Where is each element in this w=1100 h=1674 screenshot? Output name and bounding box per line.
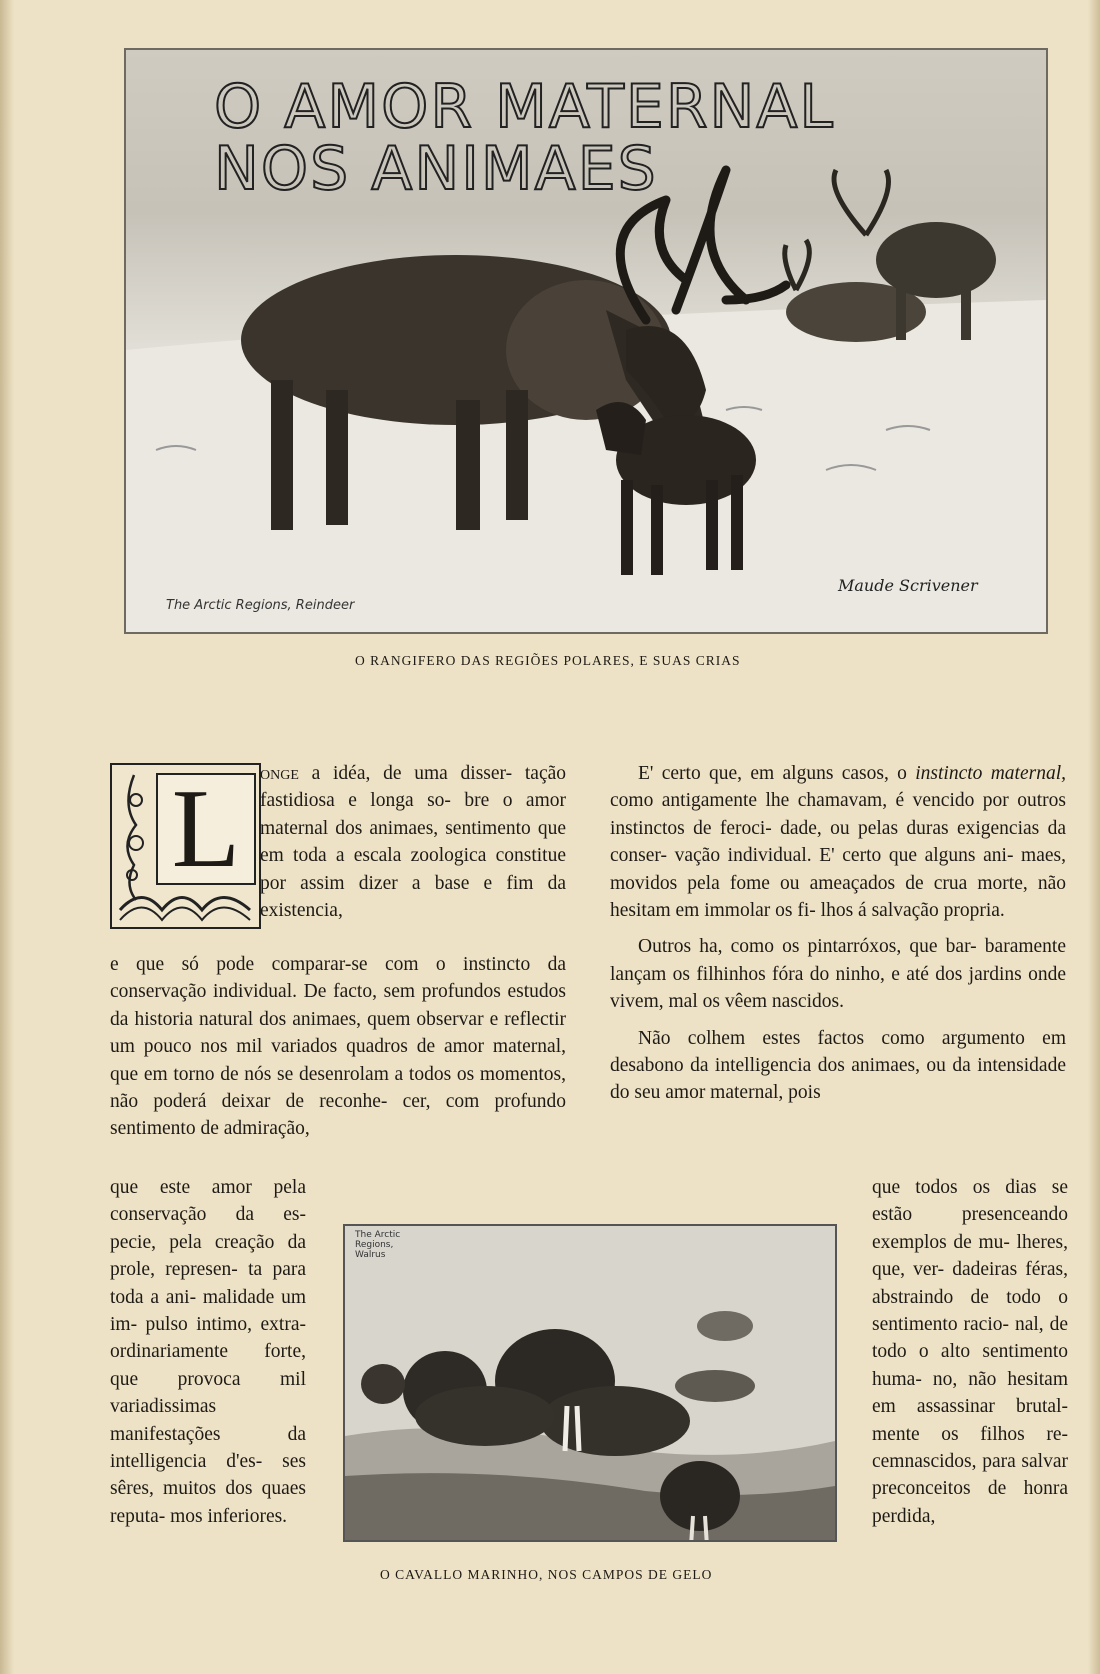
- walrus-drawing: [345, 1226, 835, 1540]
- artist-signature: Maude Scrivener: [838, 576, 978, 595]
- headline: [214, 72, 835, 204]
- right-p1-text-a: E' certo que, em alguns casos, o: [638, 763, 907, 784]
- page-edge-left: [0, 0, 14, 1674]
- paragraph-continued-narrow: que este amor pela conservação da es- pecie, pela creação da prole, represen- ta para toda a ani- malidade um im- pulso intimo, extra- ordinariamente forte, que provoca mil variadissimas manifestações da intelligencia d'es- ses sêres, muitos dos quaes reputa- mos inferiores.: [110, 1177, 306, 1527]
- article-right-narrow: [872, 1174, 1068, 1530]
- article-left-narrow: [110, 1174, 306, 1530]
- drop-cap-ornament: [110, 763, 261, 929]
- walrus-caption: O CAVALLO MARINHO, NOS CAMPOS DE GELO: [380, 1567, 713, 1582]
- drop-cap-letter: L: [156, 773, 256, 885]
- headline-line-2: NOS ANIMAES: [214, 134, 658, 204]
- article-right-column: [610, 760, 1066, 1107]
- paragraph-continued: e que só pode comparar-se com o instincto da conservação individual. De facto, sem profundos estudos da historia natural dos animaes, quem observar e reflectir um pouco nos mil variados quadros de amor maternal, que em torno de nós se desenrolam a todos os momentos, não poderá deixar de reconhe- cer, com profundo sentimento de admiração,: [110, 954, 566, 1140]
- right-paragraph-3: Não colhem estes factos como argumento em desabono da intelligencia dos animaes, ou da intensidade do seu amor maternal, pois: [610, 1027, 1066, 1104]
- right-paragraph-continued: que todos os dias se estão presenceando exemplos de mu- lheres, que, ver- dadeiras féras, abstraindo de todo o sentimento racio- nal, de todo o alto sentimento huma- no, não hesitam em assassinar brutal- mente os filhos re- cemnascidos, para salvar preconceitos de honra perdida,: [872, 1177, 1068, 1527]
- reindeer-caption: O RANGIFERO DAS REGIÕES POLARES, E SUAS CRIAS: [355, 653, 741, 668]
- right-p1-italic: instincto maternal,: [915, 763, 1067, 784]
- article-left-top: [260, 760, 566, 924]
- walrus-illustration: [343, 1224, 837, 1542]
- headline-line-1: O AMOR MATERNAL: [214, 72, 835, 142]
- right-p1-text-b: como antigamente lhe chamavam, é vencido por outros instinctos de feroci- dade, ou pelas duras exigencias da conser- vação individual. E' certo que alguns ani- maes, movidos pela fome ou ameaçados de crua morte, não hesitam em immolar os fi- lhos á salvação propria.: [610, 790, 1066, 922]
- right-paragraph-2: Outros ha, como os pintarróxos, que bar- baramente lançam os filhinhos fóra do ninho, e até dos jardins onde vivem, mal os vêem nascidos.: [610, 936, 1066, 1013]
- page-edge-right: [1088, 0, 1100, 1674]
- opening-text: a idéa, de uma disser- tação fastidiosa e longa so- bre o amor maternal dos animaes, sentimento que em toda a escala zoologica constitue por assim dizer a base e fim da existencia,: [260, 763, 566, 922]
- opening-word: onge: [260, 763, 299, 784]
- right-paragraph-1: [610, 760, 1066, 924]
- reindeer-illustration: [124, 48, 1048, 634]
- plate-credit: The Arctic Regions, Reindeer: [166, 598, 355, 613]
- article-left-full: [110, 951, 566, 1143]
- article-opening: [260, 760, 566, 924]
- walrus-plate-credit: The Arctic Regions, Walrus: [355, 1230, 401, 1260]
